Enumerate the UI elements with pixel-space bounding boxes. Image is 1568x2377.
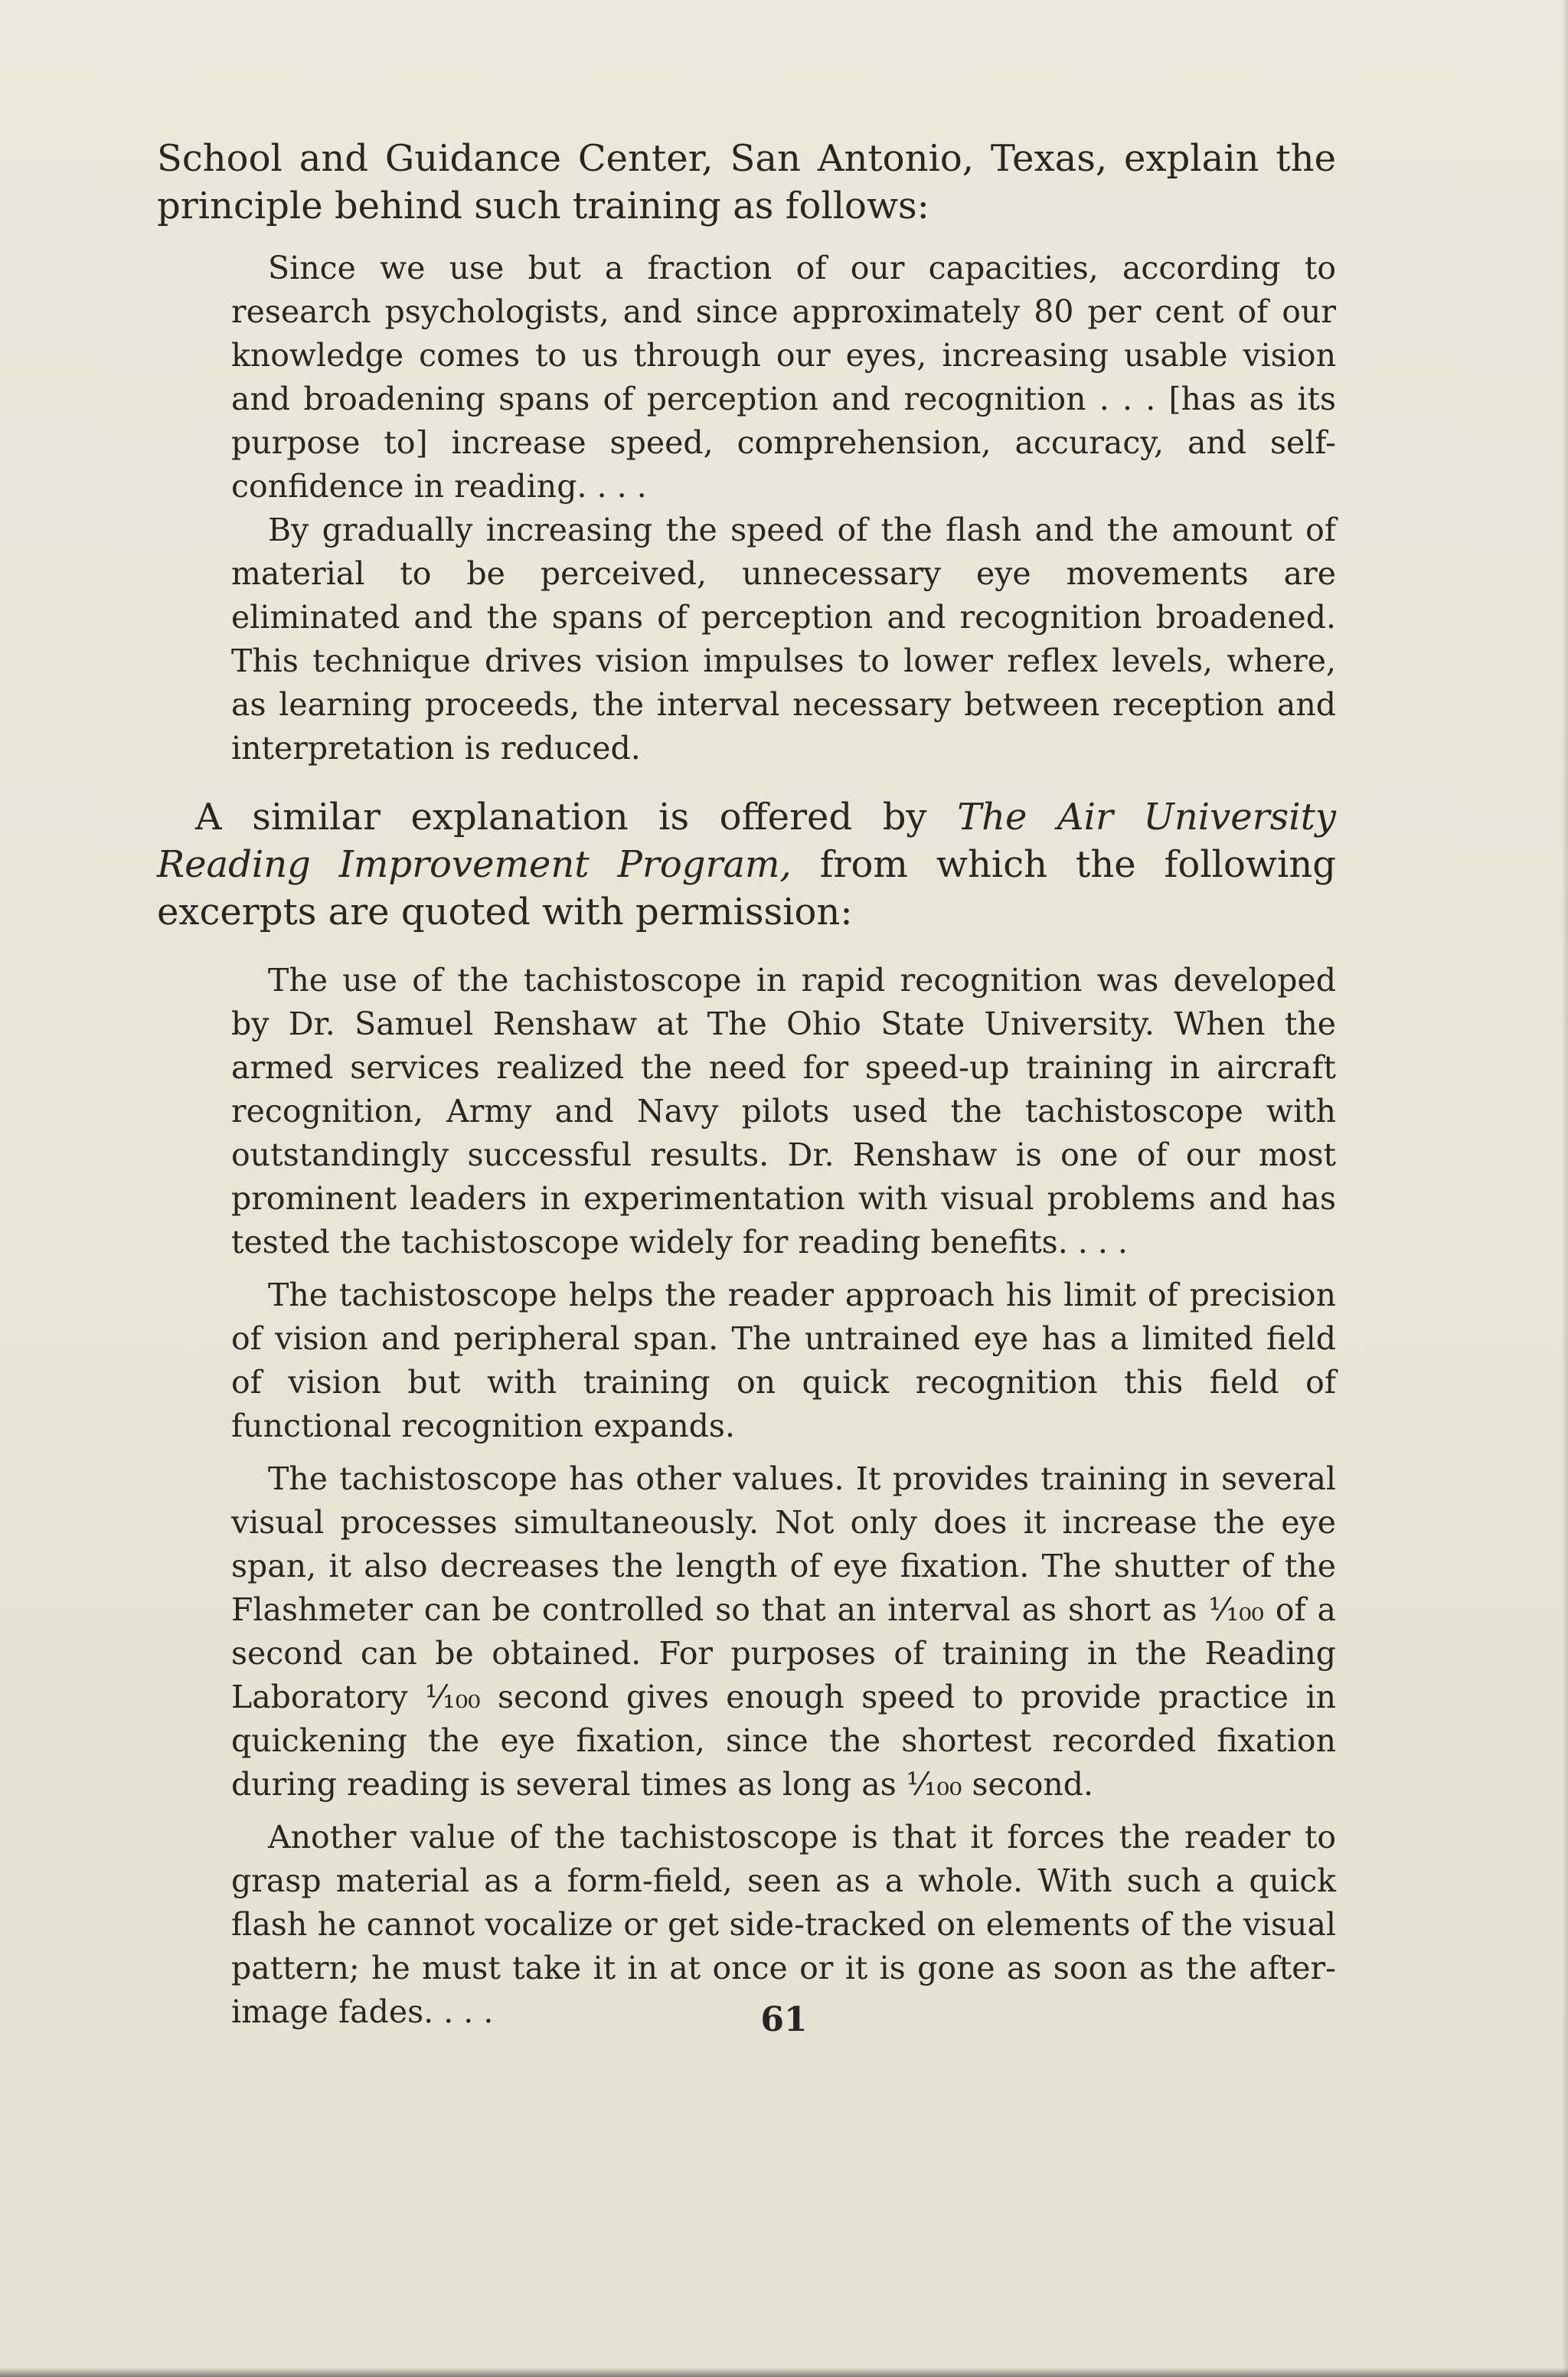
quote-2-paragraph-4: Another value of the tachistoscope is that it forces the reader to grasp material as a form-field, seen as a whole. With such a quick flash he cannot vocalize or get side-tracked on elements of the visual pattern; he must take it in at once or it is gone as soon as the after-image fades. . . . <box>231 1819 1336 2030</box>
page-text-block <box>157 135 1336 2034</box>
block-quote-2 <box>231 959 1336 2034</box>
publication-title: The Air University Reading Improvement Program, <box>157 796 1336 886</box>
quote-1-paragraph-2: By gradually increasing the speed of the flash and the amount of material to be perceived, unnecessary eye movements are eliminated and the spans of perception and recognition broadened. This technique drives vision impulses to lower reflex levels, where, as learning proceeds, the interval necessary between reception and interpretation is reduced. <box>231 512 1336 767</box>
page-bottom-shadow <box>0 2368 1568 2377</box>
block-quote-1 <box>231 247 1336 770</box>
page-number: 61 <box>760 2000 808 2039</box>
body-paragraph-2 <box>157 793 1336 936</box>
quote-2-paragraph-2: The tachistoscope helps the reader approach his limit of precision of vision and peripheral span. The untrained eye has a limited field of vision but with training on quick recognition this field of functional recognition expands. <box>231 1277 1336 1444</box>
quote-2-paragraph-3: The tachistoscope has other values. It provides training in several visual processes simultaneously. Not only does it increase the eye span, it also decreases the length of eye fixation. The shutter of the Flashmeter can be controlled so that an interval as short as ⅟₁₀₀ of a second can be obtained. For purposes of training in the Reading Laboratory ⅟₁₀₀ second gives enough speed to provide practice in quickening the eye fixation, since the shortest recorded fixation during reading is several times as long as ⅟₁₀₀ second. <box>231 1460 1336 1803</box>
quote-2-paragraph-1: The use of the tachistoscope in rapid recognition was developed by Dr. Samuel Renshaw at The Ohio State University. When the armed services realized the need for speed-up training in aircraft recognition, Army and Navy pilots used the tachistoscope with outstandingly successful results. Dr. Renshaw is one of our most prominent leaders in experimentation with visual problems and has tested the tachistoscope widely for reading benefits. . . . <box>231 962 1336 1260</box>
body-paragraph-1: School and Guidance Center, San Antonio, Texas, explain the principle behind such training as follows: <box>157 137 1336 227</box>
paragraph-2-lead: A similar explanation is offered by <box>195 796 958 839</box>
paragraph-2-tail: from which the following excerpts are quoted with permission: <box>157 843 1336 933</box>
quote-1-paragraph-1: Since we use but a fraction of our capacities, according to research psychologists, and since approximately 80 per cent of our knowledge comes to us through our eyes, increasing usable vision and broadening spans of perception and recognition . . . [has as its purpose to] increase speed, comprehension, accuracy, and self-confidence in reading. . . . <box>231 250 1336 505</box>
